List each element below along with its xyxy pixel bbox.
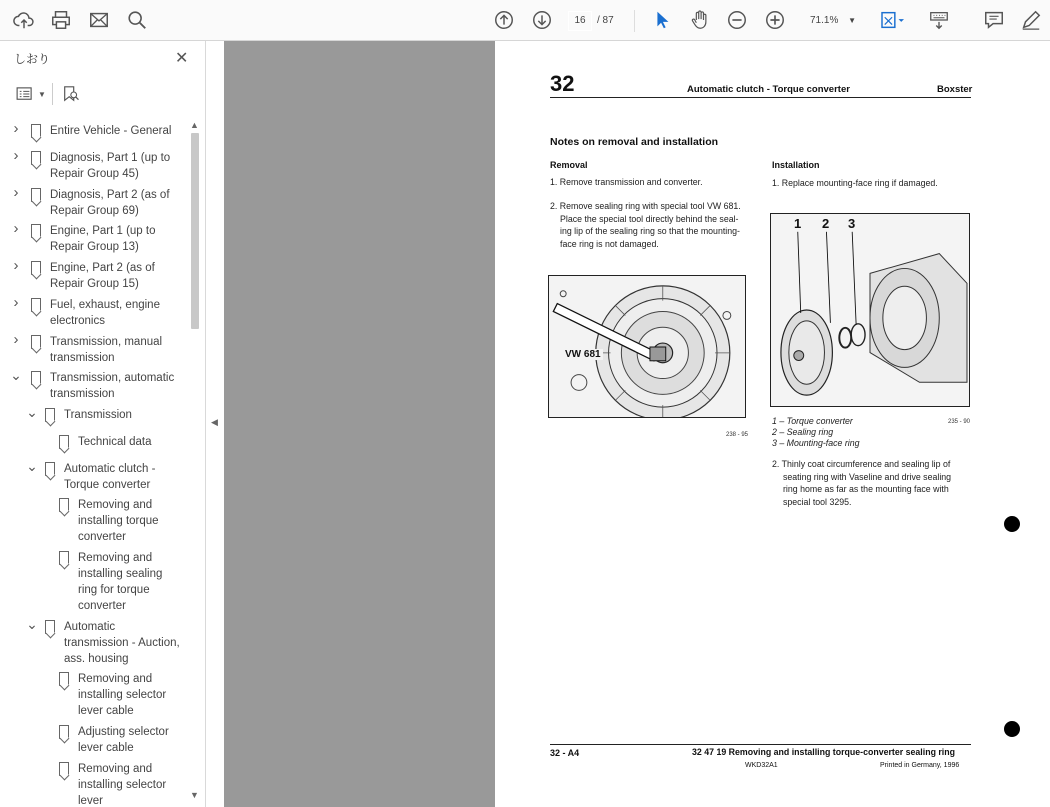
bookmark-label [50,187,170,219]
collapse-panel-icon[interactable]: ◀ [211,417,218,427]
bookmark-label [78,550,162,614]
figure-torque-converter [770,213,970,407]
callout-3: 3 [848,216,856,231]
sealing-ring-removal-illustration [549,276,745,417]
hand-icon[interactable] [688,8,712,32]
bookmark-icon [31,261,41,275]
bookmark-icon [31,298,41,312]
bookmark-label [64,461,155,493]
bookmark-label-line: lever [78,795,103,807]
binder-hole [1004,721,1020,737]
zoom-value: 71.1% [810,15,839,26]
bookmark-label [78,761,166,807]
bookmark-label-line: transmission [50,388,115,400]
bookmark-label [78,724,169,756]
text-line: seating ring with Vaseline and drive sealing [783,471,952,482]
text-line: special tool 3295. [783,496,852,507]
chapter-number: 32 [550,71,575,96]
scroll-thumb[interactable] [191,133,199,329]
page-header-model: Boxster [937,84,973,95]
chevron-right-icon[interactable]: › [13,294,19,311]
bookmark-label-line: Transmission [64,409,132,421]
footer-code: WKD32A1 [745,762,778,769]
install-step-2 [772,458,972,508]
bookmark-label-line: ring for torque [78,584,150,596]
bookmark-label-line: Technical data [78,436,152,448]
bookmark-label-line: Repair Group 15) [50,278,139,290]
select-arrow-icon[interactable] [650,8,674,32]
bookmark-icon [45,620,55,634]
text-line: ing lip of the sealing ring so that the mounting- [560,226,740,236]
bookmark-label-line: transmission - Auction, [64,637,180,649]
section-heading: Notes on removal and installation [550,136,719,148]
bookmark-label [64,407,132,423]
bookmark-label-line: converter [78,531,126,543]
chevron-down-icon[interactable]: ⌄ [10,367,22,383]
keyboard-scroll-icon[interactable] [927,8,951,32]
bookmark-label-line: Entire Vehicle - General [50,125,172,137]
page-header-title: Automatic clutch - Torque converter [687,84,850,95]
chevron-down-icon[interactable]: ⌄ [26,616,38,632]
figure-code: 238 - 95 [726,432,749,438]
footer-rule [550,744,971,745]
bookmark-icon [59,762,69,776]
bookmark-icon [45,408,55,422]
bookmark-label-line: Automatic clutch - [64,463,156,475]
bookmark-label-line: Repair Group 45) [50,168,139,180]
bookmark-label-line: electronics [50,315,105,327]
bookmark-label-line: installing sealing [78,568,163,580]
panel-title: しおり [14,52,51,66]
sidebar-scrollbar[interactable] [188,120,202,804]
mail-icon[interactable] [87,8,111,32]
chevron-down-icon[interactable]: ⌄ [26,458,38,474]
zoom-in-icon[interactable] [763,8,787,32]
bookmark-label-line: Removing and [78,763,153,775]
bookmark-label-line: Repair Group 69) [50,205,139,217]
bookmark-label-line: Diagnosis, Part 1 (up to [50,152,171,164]
bookmark-options-button[interactable] [16,83,46,105]
chevron-right-icon[interactable]: › [13,120,19,137]
bookmark-label-line: Engine, Part 1 (up to [50,225,156,237]
text-line: 2. Remove sealing ring with special tool VW 681. [550,201,741,211]
figure-legend [772,416,860,449]
bookmark-label-line: Removing and [78,673,153,685]
zoom-out-icon[interactable] [725,8,749,32]
chevron-right-icon[interactable]: › [13,220,19,237]
bookmark-label-line: installing torque [78,515,159,527]
chevron-down-icon: ▼ [38,89,46,99]
bookmark-label [50,260,155,292]
document-canvas [224,41,495,807]
page-number-input[interactable]: 16 [568,11,592,31]
scroll-down-icon[interactable]: ▼ [190,790,199,800]
bookmark-icon [31,188,41,202]
page-up-icon[interactable] [492,8,516,32]
bookmark-label-line: Diagnosis, Part 2 (as of [50,189,170,201]
removal-step-1: 1. Remove transmission and converter. [550,177,703,187]
zoom-select[interactable] [802,11,862,31]
bookmark-label-line: installing selector [78,779,167,791]
text-line: 2. Thinly coat circumference and sealing lip of [772,459,951,469]
figure-code: 235 - 90 [948,419,971,425]
fit-page-icon[interactable] [878,8,908,32]
bookmark-icon [31,124,41,138]
find-bookmark-button[interactable] [62,83,80,105]
bookmarks-panel [0,41,206,807]
bookmark-icon [31,371,41,385]
bookmark-label-line: Adjusting selector [78,726,169,738]
pen-icon[interactable] [1019,8,1043,32]
tool-label: VW 681 [565,349,601,360]
legend-item: 1 – Torque converter [772,416,853,426]
callout-1: 1 [794,216,802,231]
bookmark-label [78,434,152,450]
torque-converter-illustration [771,214,969,406]
chevron-right-icon[interactable]: › [13,257,19,274]
install-step-1: 1. Replace mounting-face ring if damaged. [772,178,938,188]
bookmark-icon [31,224,41,238]
print-icon[interactable] [49,8,73,32]
bookmark-label-line: Repair Group 13) [50,241,139,253]
bookmark-label-line: Removing and [78,499,153,511]
removal-heading: Removal [550,160,588,170]
bookmark-icon [59,551,69,565]
bookmark-label-line: Engine, Part 2 (as of [50,262,155,274]
footer-page-id: 32 - A4 [550,748,580,758]
bookmark-label [50,123,171,139]
toolbar-divider [52,83,53,105]
legend-item: 3 – Mounting-face ring [772,438,860,448]
footer-printed: Printed in Germany, 1996 [880,762,960,769]
chevron-right-icon[interactable]: › [13,147,19,164]
footer-title: 32 47 19 Removing and installing torque-converter sealing ring [692,747,955,757]
removal-step-2 [550,200,750,250]
bookmark-icon [59,498,69,512]
text-line: ring home as far as the mounting face with [783,484,949,494]
bookmark-label-line: Transmission, automatic [50,372,175,384]
bookmark-label-line: Fuel, exhaust, engine [50,299,160,311]
bookmark-icon [59,435,69,449]
bookmark-label [50,223,155,255]
toolbar-divider [634,10,635,32]
bookmark-label [64,619,180,667]
binder-hole [1004,516,1020,532]
bookmark-label [78,497,159,545]
bookmark-icon [31,151,41,165]
list-options-icon [16,87,34,101]
header-rule [550,97,971,98]
bookmark-icon [59,672,69,686]
bookmark-label-line: lever cable [78,705,134,717]
chevron-down-icon[interactable]: ⌄ [26,404,38,420]
page-down-icon[interactable] [530,8,554,32]
toolbar [0,0,1050,41]
bookmark-label [50,297,160,329]
callout-2: 2 [822,216,830,231]
chevron-right-icon[interactable]: › [13,331,19,348]
bookmark-label [50,370,174,402]
bookmark-label [78,671,166,719]
bookmark-label-line: lever cable [78,742,134,754]
page-total: / 87 [597,15,614,26]
scroll-up-icon[interactable]: ▲ [190,120,199,130]
bookmark-label-line: Torque converter [64,479,151,491]
text-line: Place the special tool directly behind the seal- [560,213,739,224]
bookmark-label-line: installing selector [78,689,167,701]
legend-item: 2 – Sealing ring [772,427,834,437]
bookmark-label [50,150,170,182]
bookmark-icon [59,725,69,739]
upload-cloud-icon[interactable] [12,8,36,32]
bookmark-icon [31,335,41,349]
chevron-right-icon[interactable]: › [13,184,19,201]
comment-icon[interactable] [982,8,1006,32]
bookmark-label-line: Transmission, manual [50,336,163,348]
bookmark-label-line: Removing and [78,552,153,564]
bookmark-label [50,334,162,366]
bookmark-icon [45,462,55,476]
chevron-down-icon: ▼ [848,16,856,25]
text-line: face ring is not damaged. [560,238,659,249]
bookmark-label-line: converter [78,600,126,612]
bookmark-label-line: transmission [50,352,115,364]
bookmark-search-icon [62,85,80,103]
close-icon[interactable]: ✕ [175,50,189,67]
search-icon[interactable] [125,8,149,32]
figure-removal-tool [548,275,746,418]
bookmark-label-line: Automatic [64,621,116,633]
installation-heading: Installation [772,160,820,170]
bookmark-label-line: ass. housing [64,653,129,665]
